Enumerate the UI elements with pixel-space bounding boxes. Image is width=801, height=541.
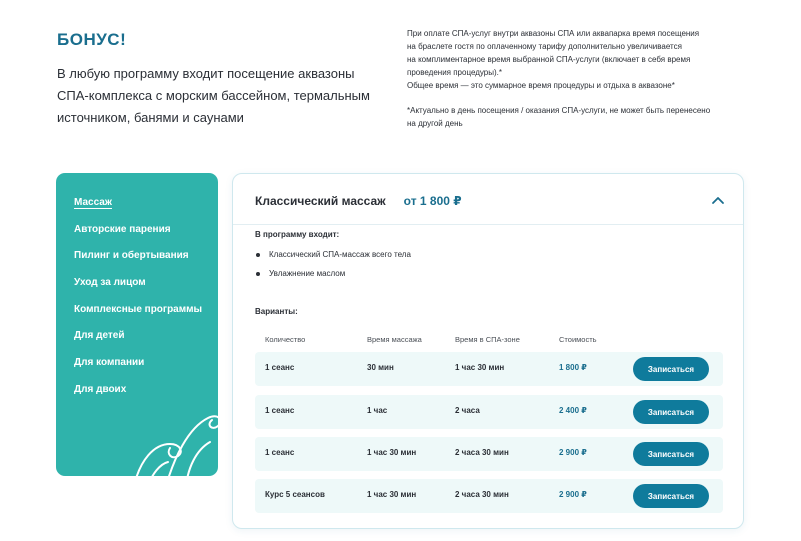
table-row [255, 479, 723, 513]
list-item: Увлажнение маслом [255, 268, 411, 287]
cell-massage-time: 1 час 30 мин [367, 448, 417, 457]
wave-icon [126, 398, 218, 476]
cell-massage-time: 1 час 30 мин [367, 490, 417, 499]
service-title: Классический массаж [255, 194, 386, 208]
table-row [255, 395, 723, 429]
sidebar-item-complex-programs[interactable] [74, 302, 218, 329]
cell-price: 2 900 ₽ [559, 448, 587, 457]
sidebar-item-company[interactable] [74, 355, 218, 382]
chevron-up-icon[interactable] [711, 194, 725, 206]
book-button[interactable]: Записаться [633, 484, 709, 508]
panel-divider [233, 224, 743, 225]
book-button[interactable]: Записаться [633, 400, 709, 424]
note-line: на браслете гостя по оплаченному тарифу дополнительно увеличивается [407, 42, 682, 51]
cell-quantity: 1 сеанс [265, 448, 295, 457]
cell-spa-time: 2 часа 30 мин [455, 448, 509, 457]
cell-massage-time: 1 час [367, 406, 388, 415]
cell-price: 1 800 ₽ [559, 363, 587, 372]
panel-header[interactable] [255, 190, 725, 212]
cell-spa-time: 1 час 30 мин [455, 363, 505, 372]
cell-quantity: Курс 5 сеансов [265, 490, 325, 499]
note-line: проведения процедуры).* [407, 68, 502, 77]
sidebar-item-label: Для детей [74, 330, 125, 342]
note-footnote: *Актуально в день посещения / оказания СПА-услуги, не может быть перенесено [407, 106, 711, 115]
note-line: на комплиментарное время выбранной СПА-услуги (включает в себя время [407, 55, 691, 64]
sidebar-item-label: Авторские парения [74, 223, 171, 235]
service-panel [232, 173, 744, 529]
category-sidebar [56, 173, 218, 476]
sidebar-item-face-care[interactable] [74, 275, 218, 302]
sidebar-item-label: Уход за лицом [74, 277, 146, 289]
sidebar-item-label: Пилинг и обертывания [74, 250, 189, 262]
column-header-cost: Стоимость [559, 335, 597, 344]
cell-price: 2 400 ₽ [559, 406, 587, 415]
sidebar-item-peeling-wraps[interactable] [74, 248, 218, 275]
cell-spa-time: 2 часа 30 мин [455, 490, 509, 499]
table-row [255, 437, 723, 471]
cell-quantity: 1 сеанс [265, 406, 295, 415]
column-header-spa-time: Время в СПА-зоне [455, 335, 520, 344]
includes-list [255, 249, 411, 287]
includes-label: В программу входит: [255, 230, 340, 239]
sidebar-item-label: Комплексные программы [74, 303, 203, 315]
spa-time-note [407, 27, 747, 130]
sidebar-item-kids[interactable] [74, 328, 218, 355]
sidebar-item-label: Массаж [74, 197, 112, 208]
book-button[interactable]: Записаться [633, 442, 709, 466]
sidebar-item-label: Для компании [74, 357, 145, 369]
list-item: Классический СПА-массаж всего тела [255, 249, 411, 268]
cell-spa-time: 2 часа [455, 406, 480, 415]
cell-massage-time: 30 мин [367, 363, 394, 372]
cell-price: 2 900 ₽ [559, 490, 587, 499]
variants-label: Варианты: [255, 307, 298, 316]
bonus-text: В любую программу входит посещение аквазоны СПА-комплекса с морским бассейном, термальным источником, банями и саунами [57, 66, 370, 125]
column-header-massage-time: Время массажа [367, 335, 422, 344]
note-footnote: на другой день [407, 119, 463, 128]
note-line: При оплате СПА-услуг внутри аквазоны СПА или аквапарка время посещения [407, 29, 700, 38]
service-price: от 1 800 ₽ [403, 194, 462, 208]
sidebar-item-label: Для двоих [74, 383, 127, 395]
table-row [255, 352, 723, 386]
cell-quantity: 1 сеанс [265, 363, 295, 372]
book-button[interactable]: Записаться [633, 357, 709, 381]
note-line: Общее время — это суммарное время процедуры и отдыха в аквазоне* [407, 81, 675, 90]
bonus-title: БОНУС! [57, 30, 127, 49]
sidebar-item-author-steaming[interactable] [74, 222, 218, 249]
sidebar-item-massage[interactable] [74, 195, 218, 222]
column-header-quantity: Количество [265, 335, 306, 344]
